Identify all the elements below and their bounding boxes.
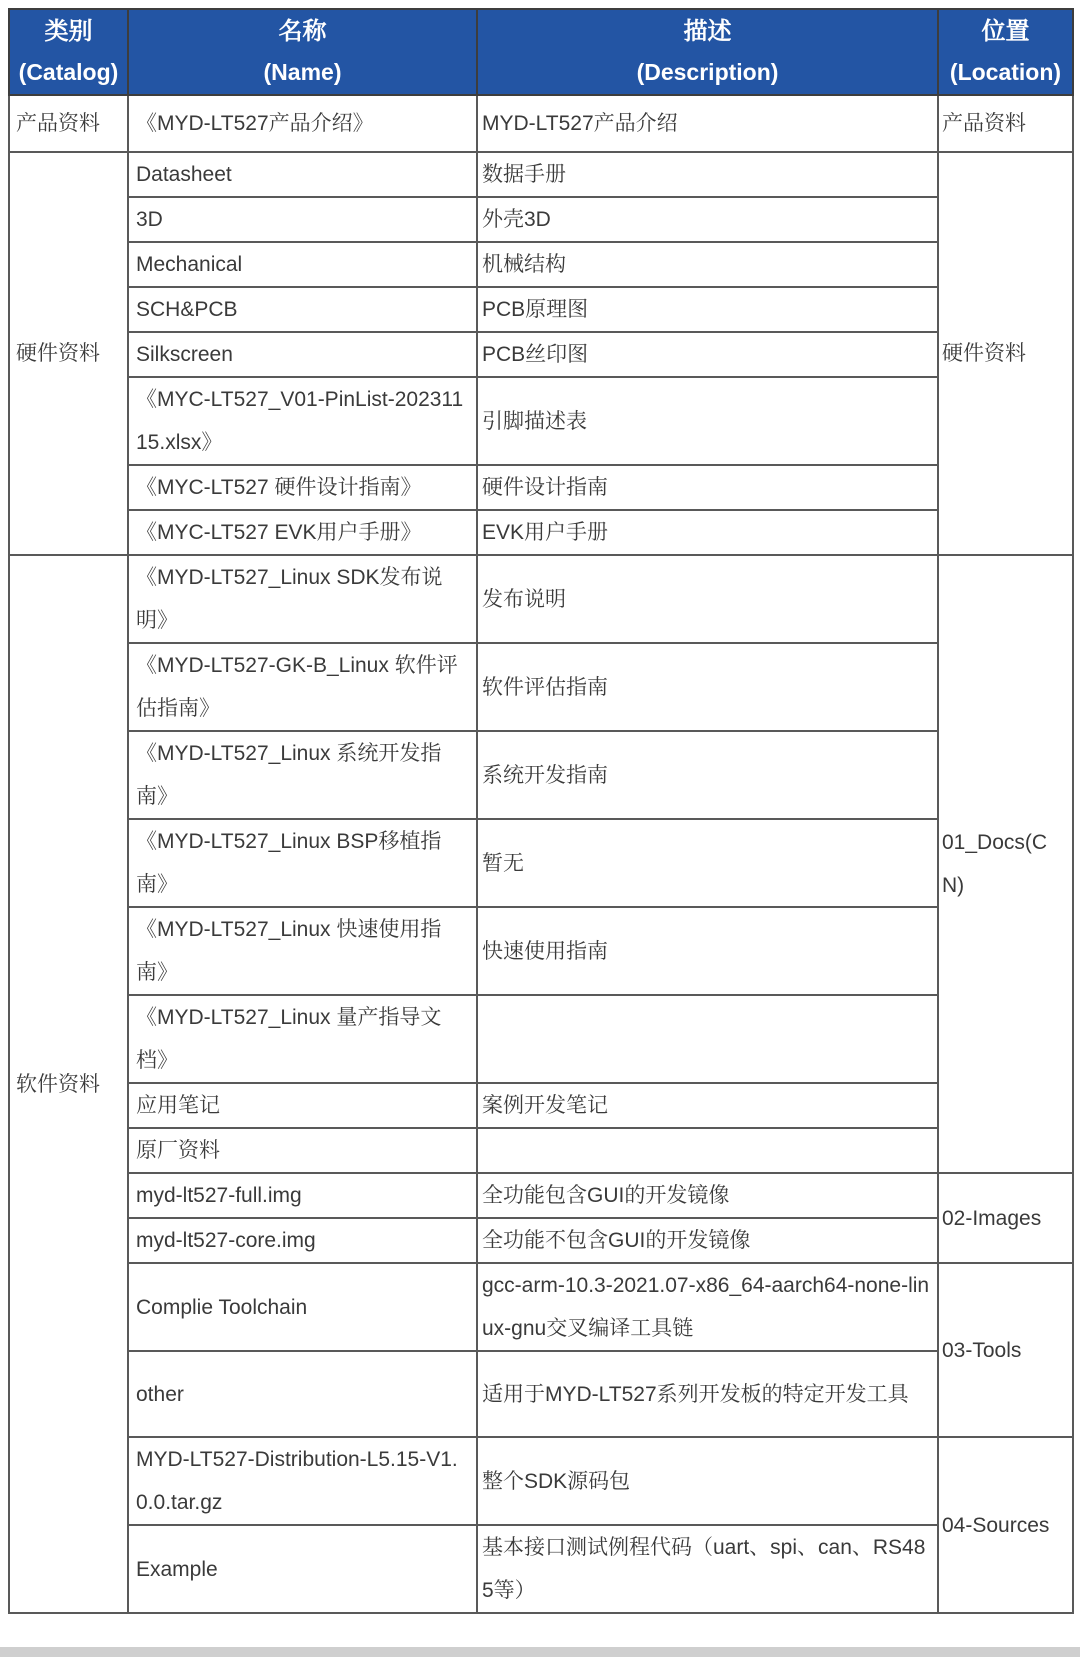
- name-cell: Datasheet: [128, 152, 477, 197]
- description-cell: gcc-arm-10.3-2021.07-x86_64-aarch64-none-linux-gnu交叉编译工具链: [477, 1263, 938, 1351]
- name-cell: 《MYD-LT527_Linux SDK发布说明》: [128, 555, 477, 643]
- description-cell: 发布说明: [477, 555, 938, 643]
- description-cell: 引脚描述表: [477, 377, 938, 465]
- header-catalog: [9, 9, 128, 95]
- header-catalog-zh: 类别: [44, 18, 93, 45]
- header-catalog-en: (Catalog): [18, 59, 119, 85]
- location-cell: 04-Sources: [938, 1437, 1073, 1613]
- table-row: [9, 332, 1073, 377]
- location-cell: 01_Docs(CN): [938, 555, 1073, 1173]
- table-row: [9, 1437, 1073, 1525]
- description-cell: EVK用户手册: [477, 510, 938, 555]
- name-cell: 《MYC-LT527 EVK用户手册》: [128, 510, 477, 555]
- table-row: [9, 1218, 1073, 1263]
- catalog-cell: 硬件资料: [9, 152, 128, 555]
- description-cell: 全功能包含GUI的开发镜像: [477, 1173, 938, 1218]
- name-cell: myd-lt527-core.img: [128, 1218, 477, 1263]
- name-cell: 《MYD-LT527-GK-B_Linux 软件评估指南》: [128, 643, 477, 731]
- header-name: [128, 9, 477, 95]
- resource-table: [8, 8, 1074, 1614]
- table-header: [9, 9, 1073, 95]
- header-location-en: (Location): [949, 59, 1062, 85]
- name-cell: 《MYD-LT527产品介绍》: [128, 95, 477, 152]
- table-row: [9, 907, 1073, 995]
- name-cell: Complie Toolchain: [128, 1263, 477, 1351]
- name-cell: MYD-LT527-Distribution-L5.15-V1.0.0.tar.gz: [128, 1437, 477, 1525]
- table-body: [9, 95, 1073, 1613]
- description-cell: 整个SDK源码包: [477, 1437, 938, 1525]
- name-cell: 原厂资料: [128, 1128, 477, 1173]
- catalog-cell: 产品资料: [9, 95, 128, 152]
- description-cell: 全功能不包含GUI的开发镜像: [477, 1218, 938, 1263]
- table-row: [9, 510, 1073, 555]
- name-cell: 《MYD-LT527_Linux 量产指导文档》: [128, 995, 477, 1083]
- table-row: [9, 95, 1073, 152]
- name-cell: Mechanical: [128, 242, 477, 287]
- description-cell: PCB原理图: [477, 287, 938, 332]
- catalog-cell: 软件资料: [9, 555, 128, 1613]
- header-description-zh: 描述: [683, 18, 732, 45]
- table-row: [9, 377, 1073, 465]
- table-row: [9, 1525, 1073, 1613]
- header-name-zh: 名称: [278, 18, 327, 45]
- location-cell: 02-Images: [938, 1173, 1073, 1263]
- description-cell: 暂无: [477, 819, 938, 907]
- table-row: [9, 465, 1073, 510]
- table-row: [9, 995, 1073, 1083]
- location-cell: 硬件资料: [938, 152, 1073, 555]
- description-cell: 系统开发指南: [477, 731, 938, 819]
- header-name-en: (Name): [263, 59, 342, 85]
- name-cell: 《MYD-LT527_Linux 快速使用指南》: [128, 907, 477, 995]
- name-cell: Example: [128, 1525, 477, 1613]
- description-cell: 案例开发笔记: [477, 1083, 938, 1128]
- description-cell: 软件评估指南: [477, 643, 938, 731]
- table-row: [9, 555, 1073, 643]
- header-location-zh: 位置: [981, 18, 1030, 45]
- header-location: [938, 9, 1073, 95]
- table-row: [9, 1263, 1073, 1351]
- header-description-en: (Description): [636, 59, 779, 85]
- table-row: [9, 1083, 1073, 1128]
- name-cell: 3D: [128, 197, 477, 242]
- page-bottom-edge: [0, 1647, 1080, 1657]
- table-row: [9, 643, 1073, 731]
- header-row: [9, 9, 1073, 95]
- table-row: [9, 242, 1073, 287]
- table-row: [9, 819, 1073, 907]
- name-cell: SCH&PCB: [128, 287, 477, 332]
- name-cell: 《MYC-LT527_V01-PinList-20231115.xlsx》: [128, 377, 477, 465]
- table-row: [9, 1128, 1073, 1173]
- name-cell: 《MYC-LT527 硬件设计指南》: [128, 465, 477, 510]
- description-cell: 快速使用指南: [477, 907, 938, 995]
- description-cell: PCB丝印图: [477, 332, 938, 377]
- description-cell: MYD-LT527产品介绍: [477, 95, 938, 152]
- table-row: [9, 287, 1073, 332]
- table-row: [9, 1351, 1073, 1437]
- table-row: [9, 1173, 1073, 1218]
- name-cell: myd-lt527-full.img: [128, 1173, 477, 1218]
- name-cell: 《MYD-LT527_Linux BSP移植指南》: [128, 819, 477, 907]
- location-cell: 03-Tools: [938, 1263, 1073, 1437]
- table-row: [9, 152, 1073, 197]
- header-description: [477, 9, 938, 95]
- description-cell: [477, 995, 938, 1083]
- description-cell: 适用于MYD-LT527系列开发板的特定开发工具: [477, 1351, 938, 1437]
- name-cell: 《MYD-LT527_Linux 系统开发指南》: [128, 731, 477, 819]
- table-row: [9, 731, 1073, 819]
- description-cell: 硬件设计指南: [477, 465, 938, 510]
- table-row: [9, 197, 1073, 242]
- description-cell: 外壳3D: [477, 197, 938, 242]
- name-cell: Silkscreen: [128, 332, 477, 377]
- description-cell: [477, 1128, 938, 1173]
- description-cell: 机械结构: [477, 242, 938, 287]
- description-cell: 基本接口测试例程代码（uart、spi、can、RS485等）: [477, 1525, 938, 1613]
- name-cell: 应用笔记: [128, 1083, 477, 1128]
- location-cell: 产品资料: [938, 95, 1073, 152]
- name-cell: other: [128, 1351, 477, 1437]
- description-cell: 数据手册: [477, 152, 938, 197]
